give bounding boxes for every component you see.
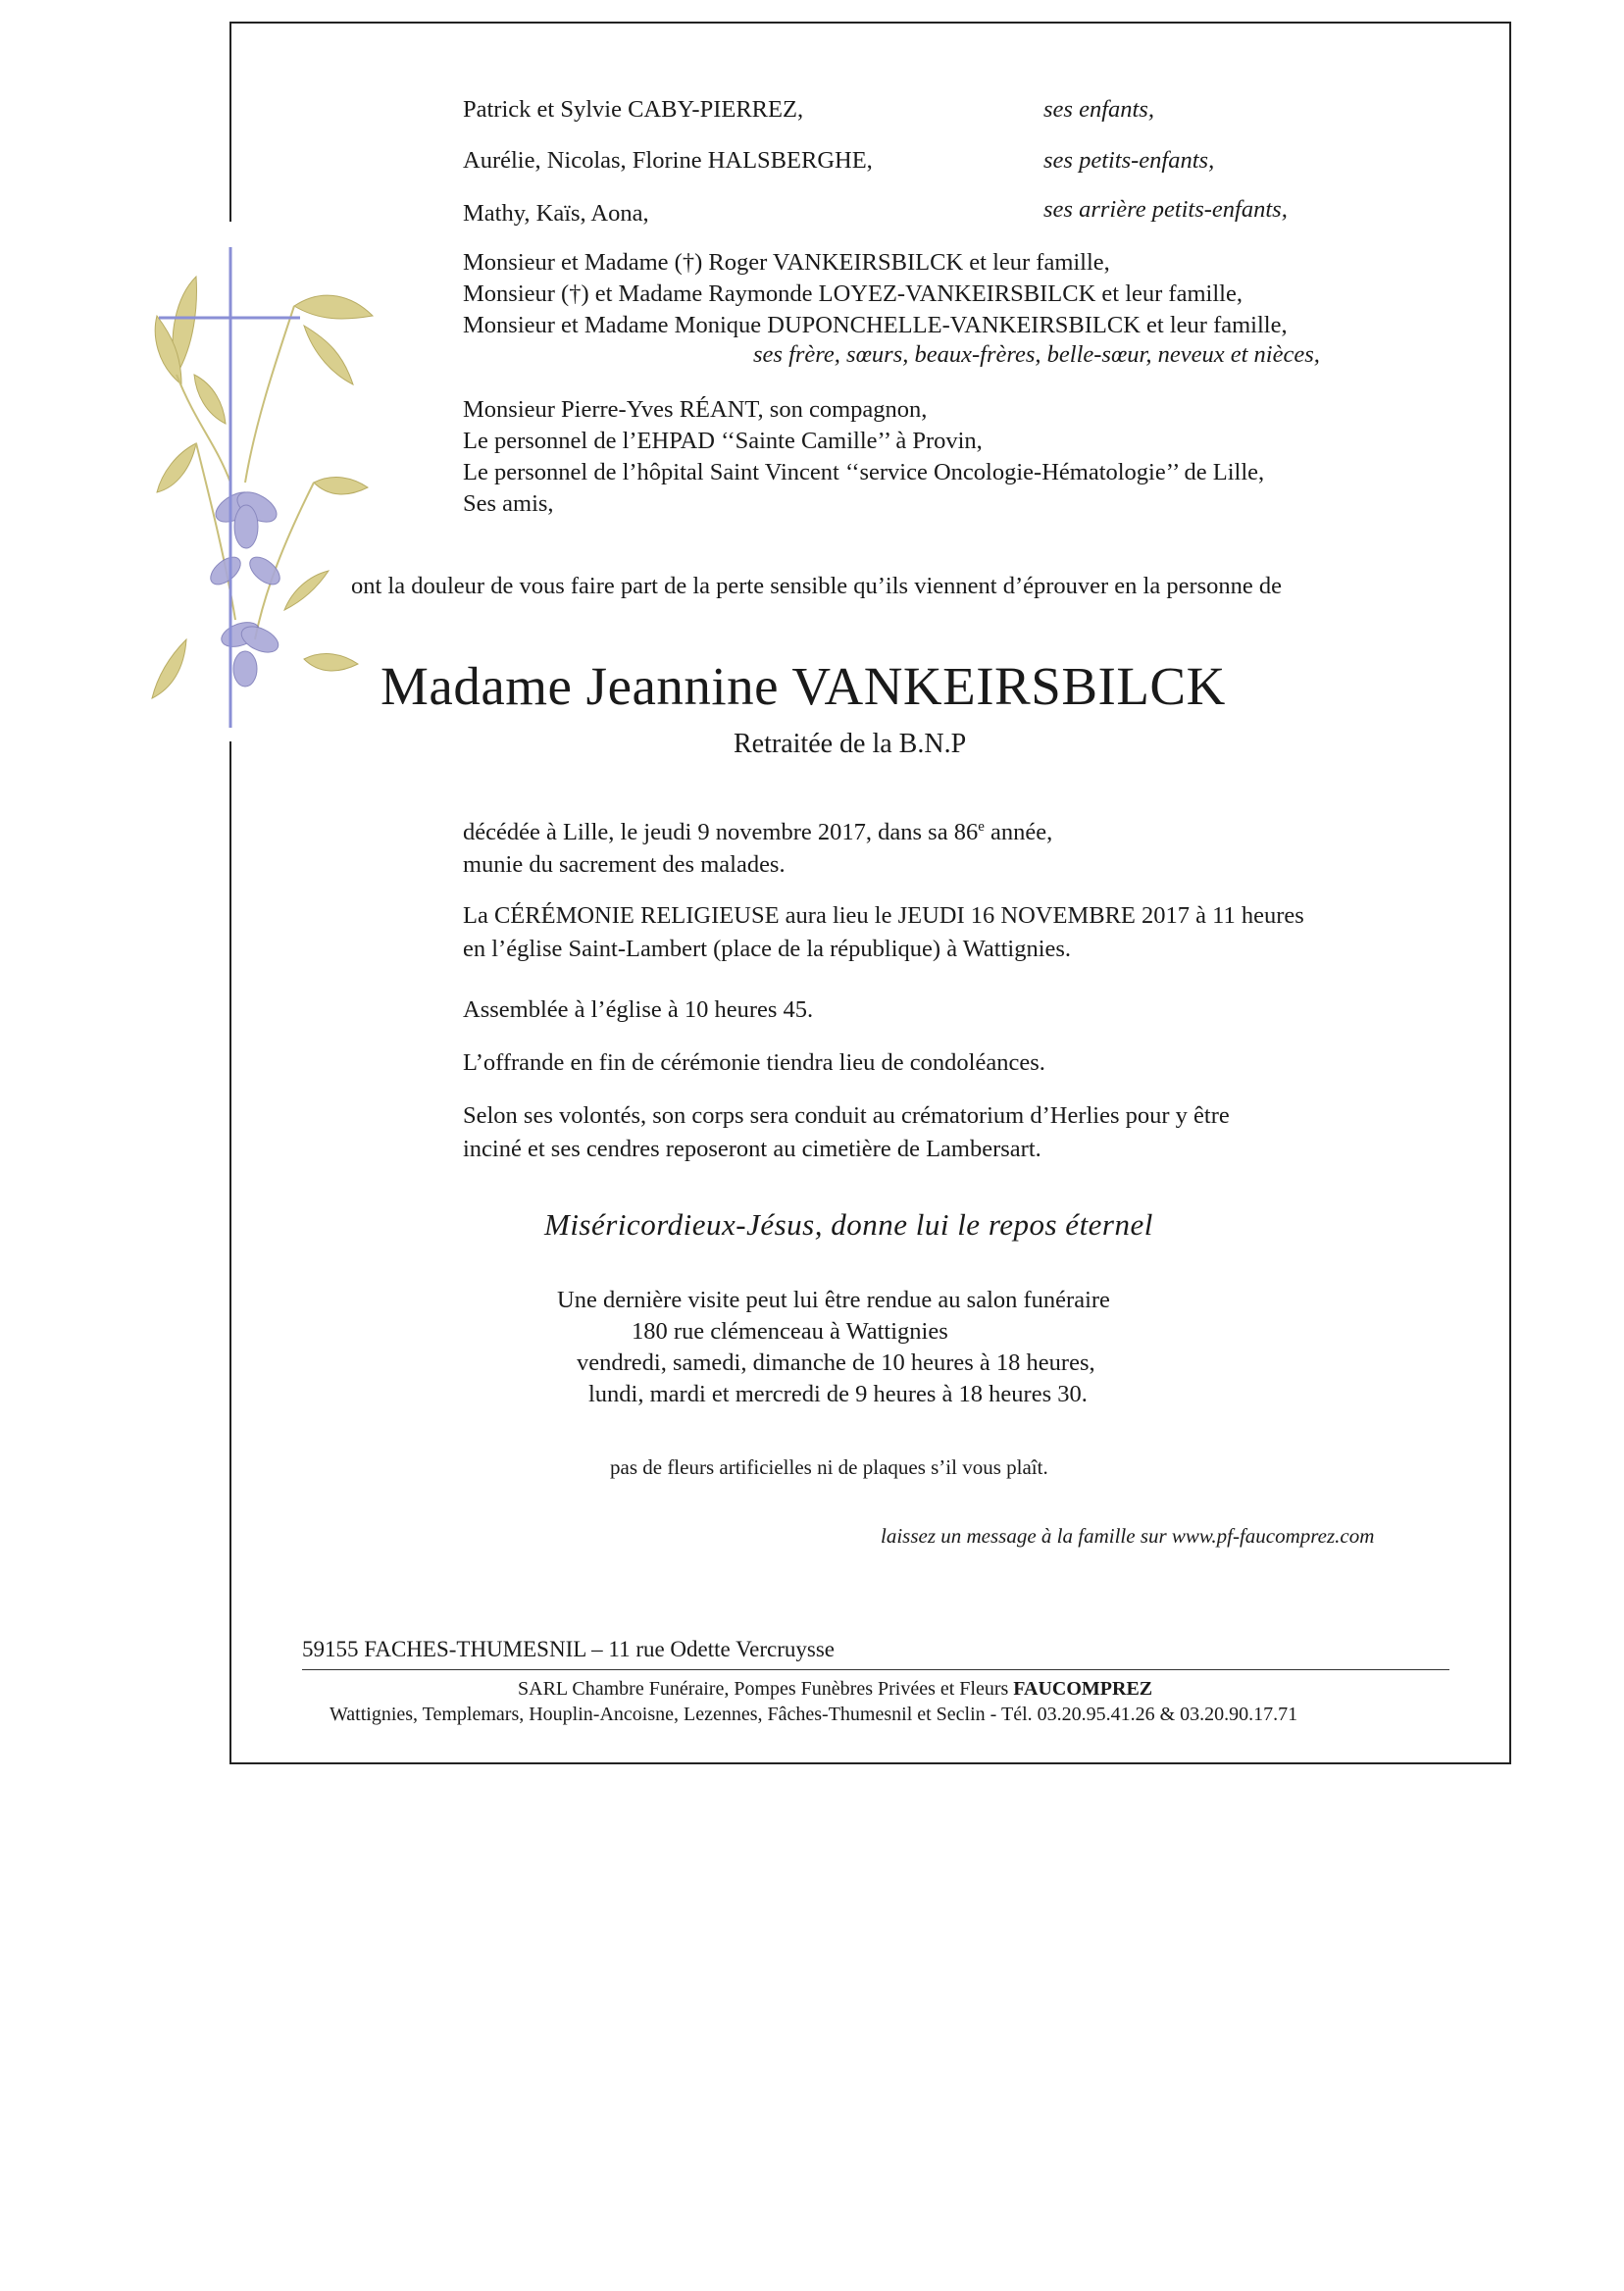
children-names: Patrick et Sylvie CABY-PIERREZ, [463, 96, 804, 123]
assembly-text: Assemblée à l’église à 10 heures 45. [463, 996, 814, 1023]
death-text-b: année, [984, 819, 1053, 846]
stem-icon [177, 306, 314, 639]
grandchildren-relation: ses petits-enfants, [1043, 147, 1215, 174]
sibling-line: Monsieur et Madame (†) Roger VANKEIRSBILCK et leur famille, [463, 249, 1110, 276]
announcement-text: ont la douleur de vous faire part de la perte sensible qu’ils viennent d’éprouver en la personne de [351, 573, 1283, 599]
grandchildren-names: Aurélie, Nicolas, Florine HALSBERGHE, [463, 147, 873, 174]
message-link[interactable]: laissez un message à la famille sur www.pf-faucomprez.com [881, 1524, 1375, 1548]
other-mourner-line: Le personnel de l’hôpital Saint Vincent ‘‘service Oncologie-Hématologie’’ de Lille, [463, 459, 1265, 485]
visit-line: Une dernière visite peut lui être rendue au salon funéraire [557, 1287, 1110, 1313]
ceremony-line: en l’église Saint-Lambert (place de la république) à Wattignies. [463, 936, 1072, 962]
visit-line: 180 rue clémenceau à Wattignies [632, 1318, 948, 1345]
deceased-name: Madame Jeannine VANKEIRSBILCK [381, 656, 1226, 716]
address-text: 59155 FACHES-THUMESNIL – 11 rue Odette Vercruysse [302, 1637, 835, 1661]
visit-line: lundi, mardi et mercredi de 9 heures à 18 heures 30. [588, 1381, 1088, 1407]
other-mourner-line: Ses amis, [463, 490, 554, 517]
other-mourner-line: Le personnel de l’EHPAD ‘‘Sainte Camille’’ à Provin, [463, 428, 983, 454]
sibling-line: Monsieur (†) et Madame Raymonde LOYEZ-VANKEIRSBILCK et leur famille, [463, 280, 1243, 307]
great-grandchildren-names: Mathy, Kaïs, Aona, [463, 200, 649, 227]
sacrament-line: munie du sacrement des malades. [463, 851, 786, 878]
children-relation: ses enfants, [1043, 96, 1154, 123]
prayer-text: Miséricordieux-Jésus, donne lui le repos éternel [544, 1207, 1153, 1242]
flower-icon [206, 486, 284, 687]
sibling-line: Monsieur et Madame Monique DUPONCHELLE-VANKEIRSBILCK et leur famille, [463, 312, 1288, 338]
footer-divider [302, 1669, 1449, 1670]
other-mourner-line: Monsieur Pierre-Yves RÉANT, son compagnon, [463, 396, 928, 423]
cross-flowers-illustration [137, 247, 382, 757]
great-grandchildren-relation: ses arrière petits-enfants, [1043, 196, 1288, 223]
company-line [518, 1679, 1152, 1699]
company-name: FAUCOMPREZ [1013, 1678, 1153, 1700]
offering-text: L’offrande en fin de cérémonie tiendra lieu de condoléances. [463, 1049, 1045, 1076]
locations-line: Wattignies, Templemars, Houplin-Ancoisne, Lezennes, Fâches-Thumesnil et Seclin - Tél. 03.20.95.41.26 & 03.20.90.17.71 [330, 1704, 1298, 1725]
flowers-note: pas de fleurs artificielles ni de plaques s’il vous plaît. [610, 1455, 1048, 1479]
death-superscript: e [978, 819, 985, 835]
death-line [463, 820, 1052, 845]
ceremony-line: La CÉRÉMONIE RELIGIEUSE aura lieu le JEUDI 16 NOVEMBRE 2017 à 11 heures [463, 902, 1304, 929]
siblings-relation: ses frère, sœurs, beaux-frères, belle-sœur, neveux et nièces, [753, 341, 1320, 368]
death-text-a: décédée à Lille, le jeudi 9 novembre 2017, dans sa 86 [463, 819, 979, 846]
wishes-line: inciné et ses cendres reposeront au cimetière de Lambersart. [463, 1136, 1041, 1162]
visit-line: vendredi, samedi, dimanche de 10 heures à 18 heures, [577, 1349, 1095, 1376]
company-prefix: SARL Chambre Funéraire, Pompes Funèbres Privées et Fleurs [518, 1678, 1014, 1700]
wishes-line: Selon ses volontés, son corps sera conduit au crématorium d’Herlies pour y être [463, 1102, 1230, 1129]
deceased-title: Retraitée de la B.N.P [734, 729, 967, 759]
